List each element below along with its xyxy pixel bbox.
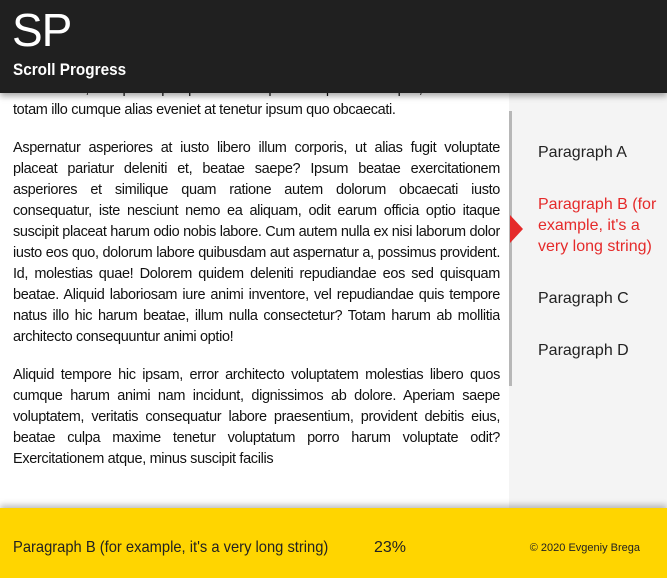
toc-item-paragraph-b[interactable]: Paragraph B (for example, it's a very long string): [538, 196, 657, 255]
current-section-title: Paragraph B (for example, it's a very long string): [13, 539, 329, 556]
toc-item-paragraph-d[interactable]: Paragraph D: [538, 342, 629, 359]
toc-item-paragraph-a[interactable]: Paragraph A: [538, 144, 627, 161]
app-logo: SP: [12, 4, 72, 56]
app-header: [0, 0, 667, 93]
toc-item-paragraph-c[interactable]: Paragraph C: [538, 290, 629, 307]
table-of-contents: [509, 93, 667, 508]
paragraph-c-text: Aliquid tempore hic ipsam, error architecto voluptatem molestias libero quos cumque harum animi nam incidunt, dignissimos ab dolore. Aperiam saepe voluptatem, veritatis consequatur labore praesentium, provident debitis eius, beatae culpa maxime tenetur voluptatum porro harum voluptate odit? Exercitationem atque, minus suscipit facilis: [13, 367, 500, 467]
current-position-marker-icon: [510, 215, 523, 243]
progress-percentage: 23%: [374, 539, 407, 556]
copyright-text: © 2020 Evgeniy Brega: [529, 542, 640, 554]
article-content[interactable]: [13, 80, 500, 510]
paragraph-a-text: totam illo cumque alias eveniet at tenetur ipsum quo obcaecati.: [13, 102, 396, 118]
app-name: Scroll Progress: [13, 60, 127, 79]
progress-footer: [0, 508, 667, 578]
article-body: [13, 80, 500, 470]
progress-track: [509, 111, 512, 386]
paragraph-b-text: Aspernatur asperiores at iusto libero illum corporis, ut alias fugit voluptate placeat pariatur deleniti et, beatae saepe? Ipsum beatae exercitationem asperiores et similique quam ratione autem dolorum obcaecati iusto consequatur, iste nesciunt nemo ea aliquam, odit earum officia optio itaque suscipit placeat harum odio nobis labore. Cum autem nulla ex nisi laborum dolor iusto eos quo, dolorum labore quibusdam aut aspernatur a, possimus provident. Id, molestias quae! Dolorem quidem deleniti repudiandae eos sed quisquam beatae. Aliquid laboriosam iure animi inventore, vel repudiandae quis tempore natus illo hic harum beatae, illum nulla consectetur? Totam harum ab mollitia architecto consequuntur animi optio!: [13, 140, 500, 345]
